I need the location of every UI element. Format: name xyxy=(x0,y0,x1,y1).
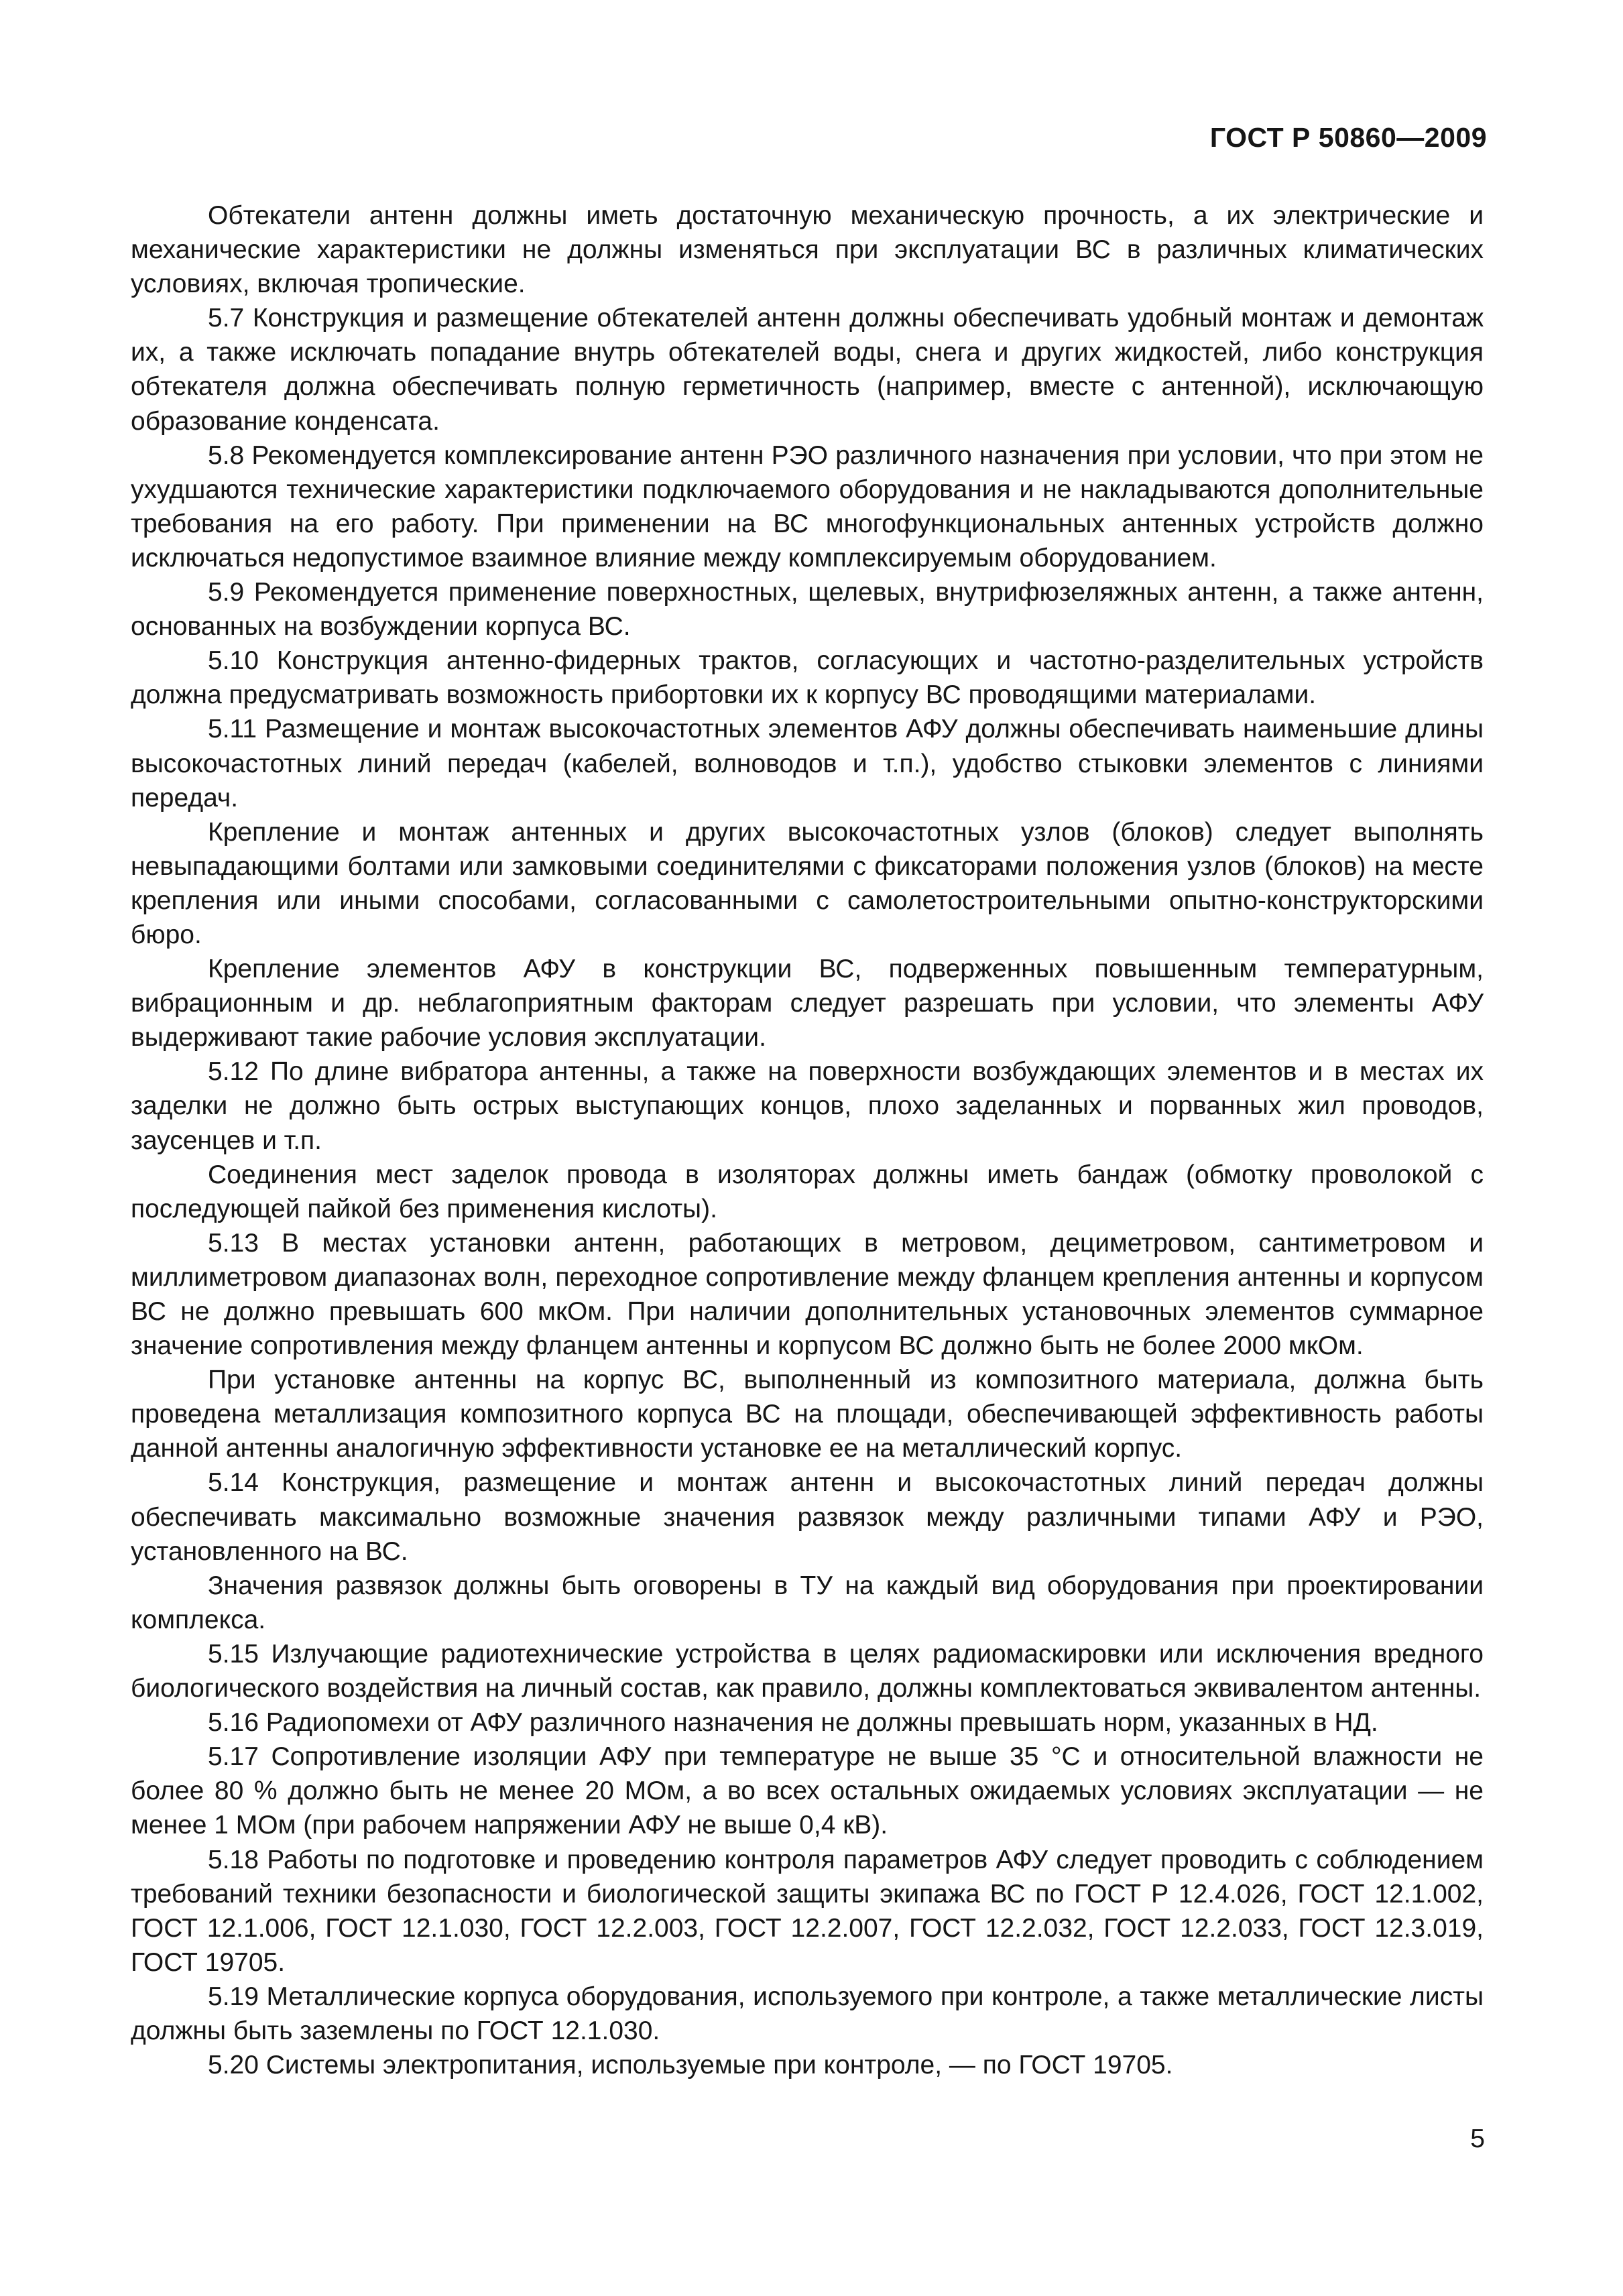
paragraph: 5.15 Излучающие радиотехнические устройства в целях радиомаскировки или исключения вредного биологического воздействия на личный состав, как правило, должны комплектоваться эквивалентом антенны. xyxy=(131,1639,1484,1703)
paragraph: 5.16 Радиопомехи от АФУ различного назначения не должны превышать норм, указанных в НД. xyxy=(208,1708,1378,1738)
paragraph: 5.20 Системы электропитания, используемые при контроле, — по ГОСТ 19705. xyxy=(208,2051,1173,2080)
paragraph: 5.17 Сопротивление изоляции АФУ при температуре не выше 35 °С и относительной влажности не более 80 % должно быть не менее 20 МОм, а во всех остальных ожидаемых условиях эксплуатации — не менее 1 МОм (при рабочем напряжении АФУ не выше 0,4 кВ). xyxy=(131,1742,1484,1840)
paragraph: При установке антенны на корпус ВС, выполненный из композитного материала, должна быть проведена металлизация композитного корпуса ВС на площади, обеспечивающей эффективность работы данной антенны аналогичную эффективности установке ее на металлический корпус. xyxy=(131,1366,1484,1463)
standard-header: ГОСТ Р 50860—2009 xyxy=(1209,122,1487,153)
paragraph: 5.12 По длине вибратора антенны, а также на поверхности возбуждающих элементов и в местах их заделки не должно быть острых выступающих концов, плохо заделанных и порванных жил проводов, заусенцев и т.п. xyxy=(131,1057,1484,1155)
paragraph: 5.14 Конструкция, размещение и монтаж антенн и высокочастотных линий передач должны обеспечивать максимально возможные значения развязок между различными типами АФУ и РЭО, установленного на ВС. xyxy=(131,1468,1484,1566)
paragraph: Крепление элементов АФУ в конструкции ВС, подверженных повышенным температурным, вибрационным и др. неблагоприятным факторам следует разрешать при условии, что элементы АФУ выдерживают такие рабочие условия эксплуатации. xyxy=(131,955,1484,1052)
page-number: 5 xyxy=(1470,2124,1485,2153)
paragraph: 5.10 Конструкция антенно-фидерных трактов, согласующих и частотно-разделительных устройств должна предусматривать возможность прибортовки их к корпусу ВС проводящими материалами. xyxy=(131,646,1484,710)
paragraph: Крепление и монтаж антенных и других высокочастотных узлов (блоков) следует выполнять невыпадающими болтами или замковыми соединителями с фиксаторами положения узлов (блоков) на месте крепления или иными способами, согласованными с самолетостроительными опытно-конструкторскими бюро. xyxy=(131,817,1484,949)
paragraph: 5.9 Рекомендуется применение поверхностных, щелевых, внутрифюзеляжных антенн, а также антенн, основанных на возбуждении корпуса ВС. xyxy=(131,578,1484,642)
paragraph: 5.19 Металлические корпуса оборудования, используемого при контроле, а также металлические листы должны быть заземлены по ГОСТ 12.1.030. xyxy=(131,1982,1484,2045)
paragraph: 5.8 Рекомендуется комплексирование антенн РЭО различного назначения при условии, что при этом не ухудшаются технические характеристики подключаемого оборудования и не накладываются дополнительные требования на его работу. При применении на ВС многофункциональных антенных устройств должно исключаться недопустимое взаимное влияние между комплексируемым оборудованием. xyxy=(131,440,1484,572)
paragraph: 5.13 В местах установки антенн, работающих в метровом, дециметровом, сантиметровом и миллиметровом диапазонах волн, переходное сопротивление между фланцем крепления антенны и корпусом ВС не должно превышать 600 мкОм. При наличии дополнительных установочных элементов суммарное значение сопротивления между фланцем антенны и корпусом ВС должно быть не более 2000 мкОм. xyxy=(131,1228,1484,1361)
paragraph: Значения развязок должны быть оговорены в ТУ на каждый вид оборудования при проектировании комплекса. xyxy=(131,1571,1484,1634)
paragraph: 5.7 Конструкция и размещение обтекателей антенн должны обеспечивать удобный монтаж и демонтаж их, а также исключать попадание внутрь обтекателей воды, снега и других жидкостей, либо конструкция обтекателя должна обеспечивать полную герметичность (например, вместе с антенной), исключающую образование конденсата. xyxy=(131,304,1484,436)
body-text xyxy=(131,198,1484,2082)
paragraph: Обтекатели антенн должны иметь достаточную механическую прочность, а их электрические и механические характеристики не должны изменяться при эксплуатации ВС в различных климатических условиях, включая тропические. xyxy=(131,201,1484,299)
paragraph: 5.18 Работы по подготовке и проведению контроля параметров АФУ следует проводить с соблюдением требований техники безопасности и биологической защиты экипажа ВС по ГОСТ Р 12.4.026, ГОСТ 12.1.002, ГОСТ 12.1.006, ГОСТ 12.1.030, ГОСТ 12.2.003, ГОСТ 12.2.007, ГОСТ 12.2.032, ГОСТ 12.2.033, ГОСТ 12.3.019, ГОСТ 19705. xyxy=(131,1845,1484,1977)
paragraph: 5.11 Размещение и монтаж высокочастотных элементов АФУ должны обеспечивать наименьшие длины высокочастотных линий передач (кабелей, волноводов и т.п.), удобство стыковки элементов с линиями передач. xyxy=(131,715,1484,812)
paragraph: Соединения мест заделок провода в изоляторах должны иметь бандаж (обмотку проволокой с последующей пайкой без применения кислоты). xyxy=(131,1160,1484,1223)
